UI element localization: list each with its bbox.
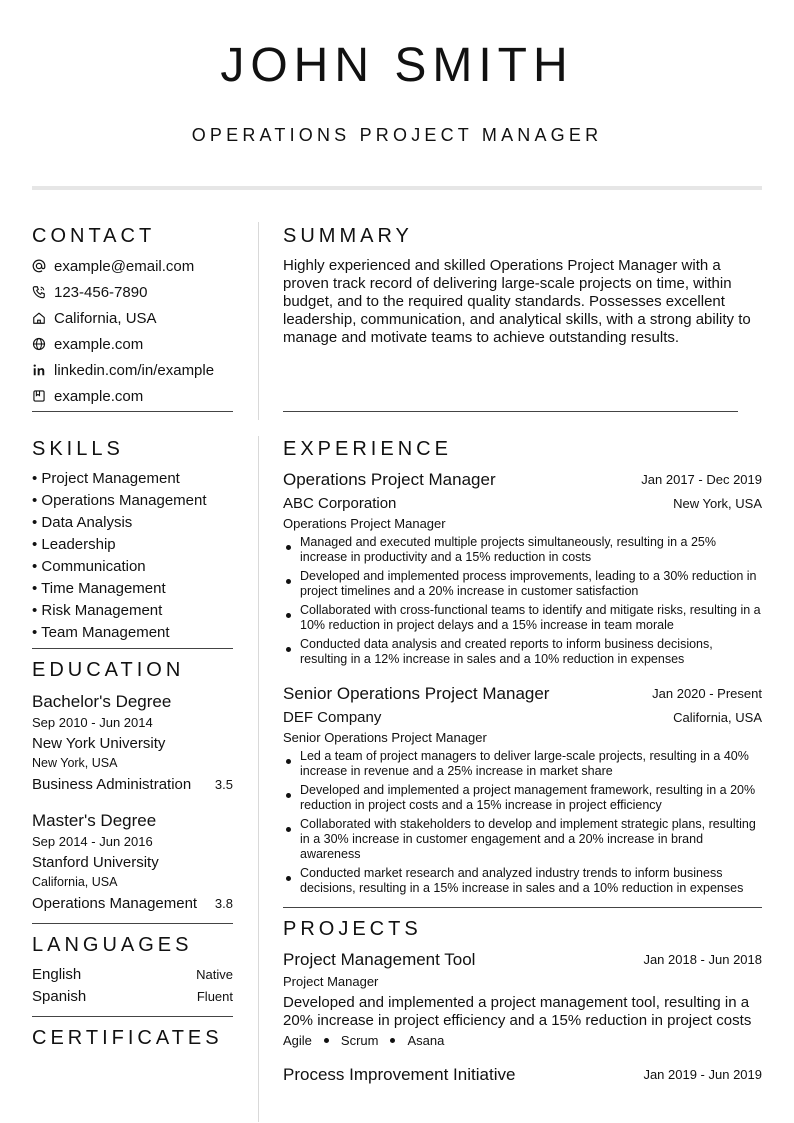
languages-divider — [32, 1016, 233, 1017]
job-title: Operations Project Manager — [283, 470, 496, 489]
education-field: Operations Management — [32, 895, 198, 912]
project-tags — [283, 1033, 444, 1048]
contact-phone-text: 123-456-7890 — [54, 283, 148, 301]
job-bullet: Conducted data analysis and created reports to inform business decisions, resulting in a 12% increase in sales and a 10% reduction in expenses — [300, 637, 713, 666]
linkedin-icon — [32, 363, 46, 377]
project-dates: Jan 2019 - Jun 2019 — [643, 1067, 762, 1082]
job-location: New York, USA — [673, 496, 762, 511]
contact-location-text: California, USA — [54, 309, 157, 327]
contact-heading: CONTACT — [32, 225, 156, 247]
education-gpa: 3.5 — [214, 777, 233, 792]
at-icon — [32, 259, 46, 273]
skill-item: • Communication — [32, 558, 146, 575]
job-company: ABC Corporation — [283, 495, 397, 512]
bullet-dot — [286, 876, 291, 881]
contact-portfolio-text: example.com — [54, 387, 144, 405]
education-school: New York University — [32, 735, 166, 752]
tag-separator — [324, 1038, 329, 1043]
bullet-dot — [286, 793, 291, 798]
portfolio-icon — [32, 389, 46, 403]
education-dates: Sep 2010 - Jun 2014 — [32, 715, 153, 730]
job-title: Senior Operations Project Manager — [283, 684, 550, 703]
contact-email[interactable] — [32, 256, 194, 276]
job-bullet: Collaborated with stakeholders to develop and implement strategic plans, resulting in a 30% increase in customer engagement and a 20% increase in brand awareness — [300, 817, 756, 861]
education-degree: Bachelor's Degree — [32, 692, 172, 711]
job-bullet: Conducted market research and analyzed industry trends to inform business decisions, resulting in a 15% increase in sales and a 10% reduction in expenses — [300, 866, 744, 895]
language-name: Spanish — [32, 988, 87, 1005]
candidate-title: OPERATIONS PROJECT MANAGER — [191, 125, 603, 145]
experience-divider — [283, 907, 762, 908]
education-field: Business Administration — [32, 776, 192, 793]
contact-portfolio[interactable] — [32, 386, 143, 406]
job-dates: Jan 2020 - Present — [652, 686, 762, 701]
skills-divider — [32, 648, 233, 649]
bullet-dot — [286, 827, 291, 832]
certificates-heading: CERTIFICATES — [32, 1027, 223, 1049]
summary-text: Highly experienced and skilled Operations Project Manager with a proven track record of delivering large-scale projects on time, within budget, and to the required quality standards. Possesses excellent leadership, communication, and analytical skills, with a strong ability to manage and motivate teams to achieve outstanding results. — [283, 257, 751, 346]
job-bullet: Led a team of project managers to deliver large-scale projects, resulting in a 40% increase in revenue and a 25% increase in market share — [300, 749, 749, 778]
phone-icon — [32, 285, 46, 299]
skill-item: • Data Analysis — [32, 514, 133, 531]
column-divider-bottom — [258, 436, 259, 1122]
project-dates: Jan 2018 - Jun 2018 — [643, 952, 762, 967]
project-tag: Scrum — [340, 1033, 379, 1048]
education-dates: Sep 2014 - Jun 2016 — [32, 834, 153, 849]
skill-item: • Project Management — [32, 470, 180, 487]
job-role: Senior Operations Project Manager — [283, 730, 487, 745]
summary-heading: SUMMARY — [283, 225, 413, 247]
job-dates: Jan 2017 - Dec 2019 — [641, 472, 762, 487]
job-bullet: Developed and implemented a project management framework, resulting in a 20% reduction in project costs and a 15% increase in project efficiency — [300, 783, 756, 812]
language-name: English — [32, 966, 82, 983]
contact-divider — [32, 411, 233, 412]
contact-phone[interactable] — [32, 282, 147, 302]
job-company: DEF Company — [283, 709, 382, 726]
header-divider — [32, 186, 762, 190]
job-bullet: Managed and executed multiple projects simultaneously, resulting in a 25% increase in productivity and a 15% reduction in costs — [300, 535, 716, 564]
job-bullet: Collaborated with cross-functional teams to identify and mitigate risks, resulting in a 10% reduction in project delays and a 15% increase in team morale — [300, 603, 761, 632]
project-tag: Agile — [283, 1033, 312, 1048]
education-location: New York, USA — [32, 756, 118, 770]
contact-linkedin[interactable] — [32, 360, 214, 380]
skill-item: • Team Management — [32, 624, 170, 641]
bullet-dot — [286, 545, 291, 550]
skills-heading: SKILLS — [32, 438, 124, 460]
education-gpa: 3.8 — [214, 896, 233, 911]
project-tag: Asana — [407, 1033, 445, 1048]
skill-item: • Time Management — [32, 580, 166, 597]
job-role: Operations Project Manager — [283, 516, 446, 531]
contact-linkedin-text: linkedin.com/in/example — [54, 361, 215, 379]
bullet-dot — [286, 759, 291, 764]
project-title: Process Improvement Initiative — [283, 1065, 516, 1084]
education-divider — [32, 923, 233, 924]
candidate-name: JOHN SMITH — [220, 39, 574, 92]
education-location: California, USA — [32, 875, 118, 889]
language-level: Native — [196, 967, 233, 982]
summary-divider — [283, 411, 738, 412]
job-location: California, USA — [673, 710, 762, 725]
contact-location — [32, 308, 157, 328]
skill-item: • Operations Management — [32, 492, 207, 509]
column-divider-top — [258, 222, 259, 420]
bullet-dot — [286, 613, 291, 618]
languages-heading: LANGUAGES — [32, 934, 193, 956]
contact-website[interactable] — [32, 334, 143, 354]
contact-email-text: example@email.com — [54, 257, 195, 275]
job-bullet: Developed and implemented process improvements, leading to a 30% reduction in project timelines and a 20% increase in customer satisfaction — [300, 569, 757, 598]
project-role: Project Manager — [283, 974, 379, 989]
education-degree: Master's Degree — [32, 811, 157, 830]
education-school: Stanford University — [32, 854, 159, 871]
globe-icon — [32, 337, 46, 351]
skill-item: • Leadership — [32, 536, 116, 553]
experience-heading: EXPERIENCE — [283, 438, 452, 460]
projects-heading: PROJECTS — [283, 918, 422, 940]
tag-separator — [390, 1038, 395, 1043]
education-heading: EDUCATION — [32, 659, 185, 681]
bullet-dot — [286, 579, 291, 584]
home-icon — [32, 311, 46, 325]
project-title: Project Management Tool — [283, 950, 476, 969]
project-description: Developed and implemented a project management tool, resulting in a 20% increase in project efficiency and a 15% reduction in project costs — [283, 994, 752, 1029]
skill-item: • Risk Management — [32, 602, 163, 619]
language-level: Fluent — [196, 989, 233, 1004]
contact-website-text: example.com — [54, 335, 144, 353]
bullet-dot — [286, 647, 291, 652]
